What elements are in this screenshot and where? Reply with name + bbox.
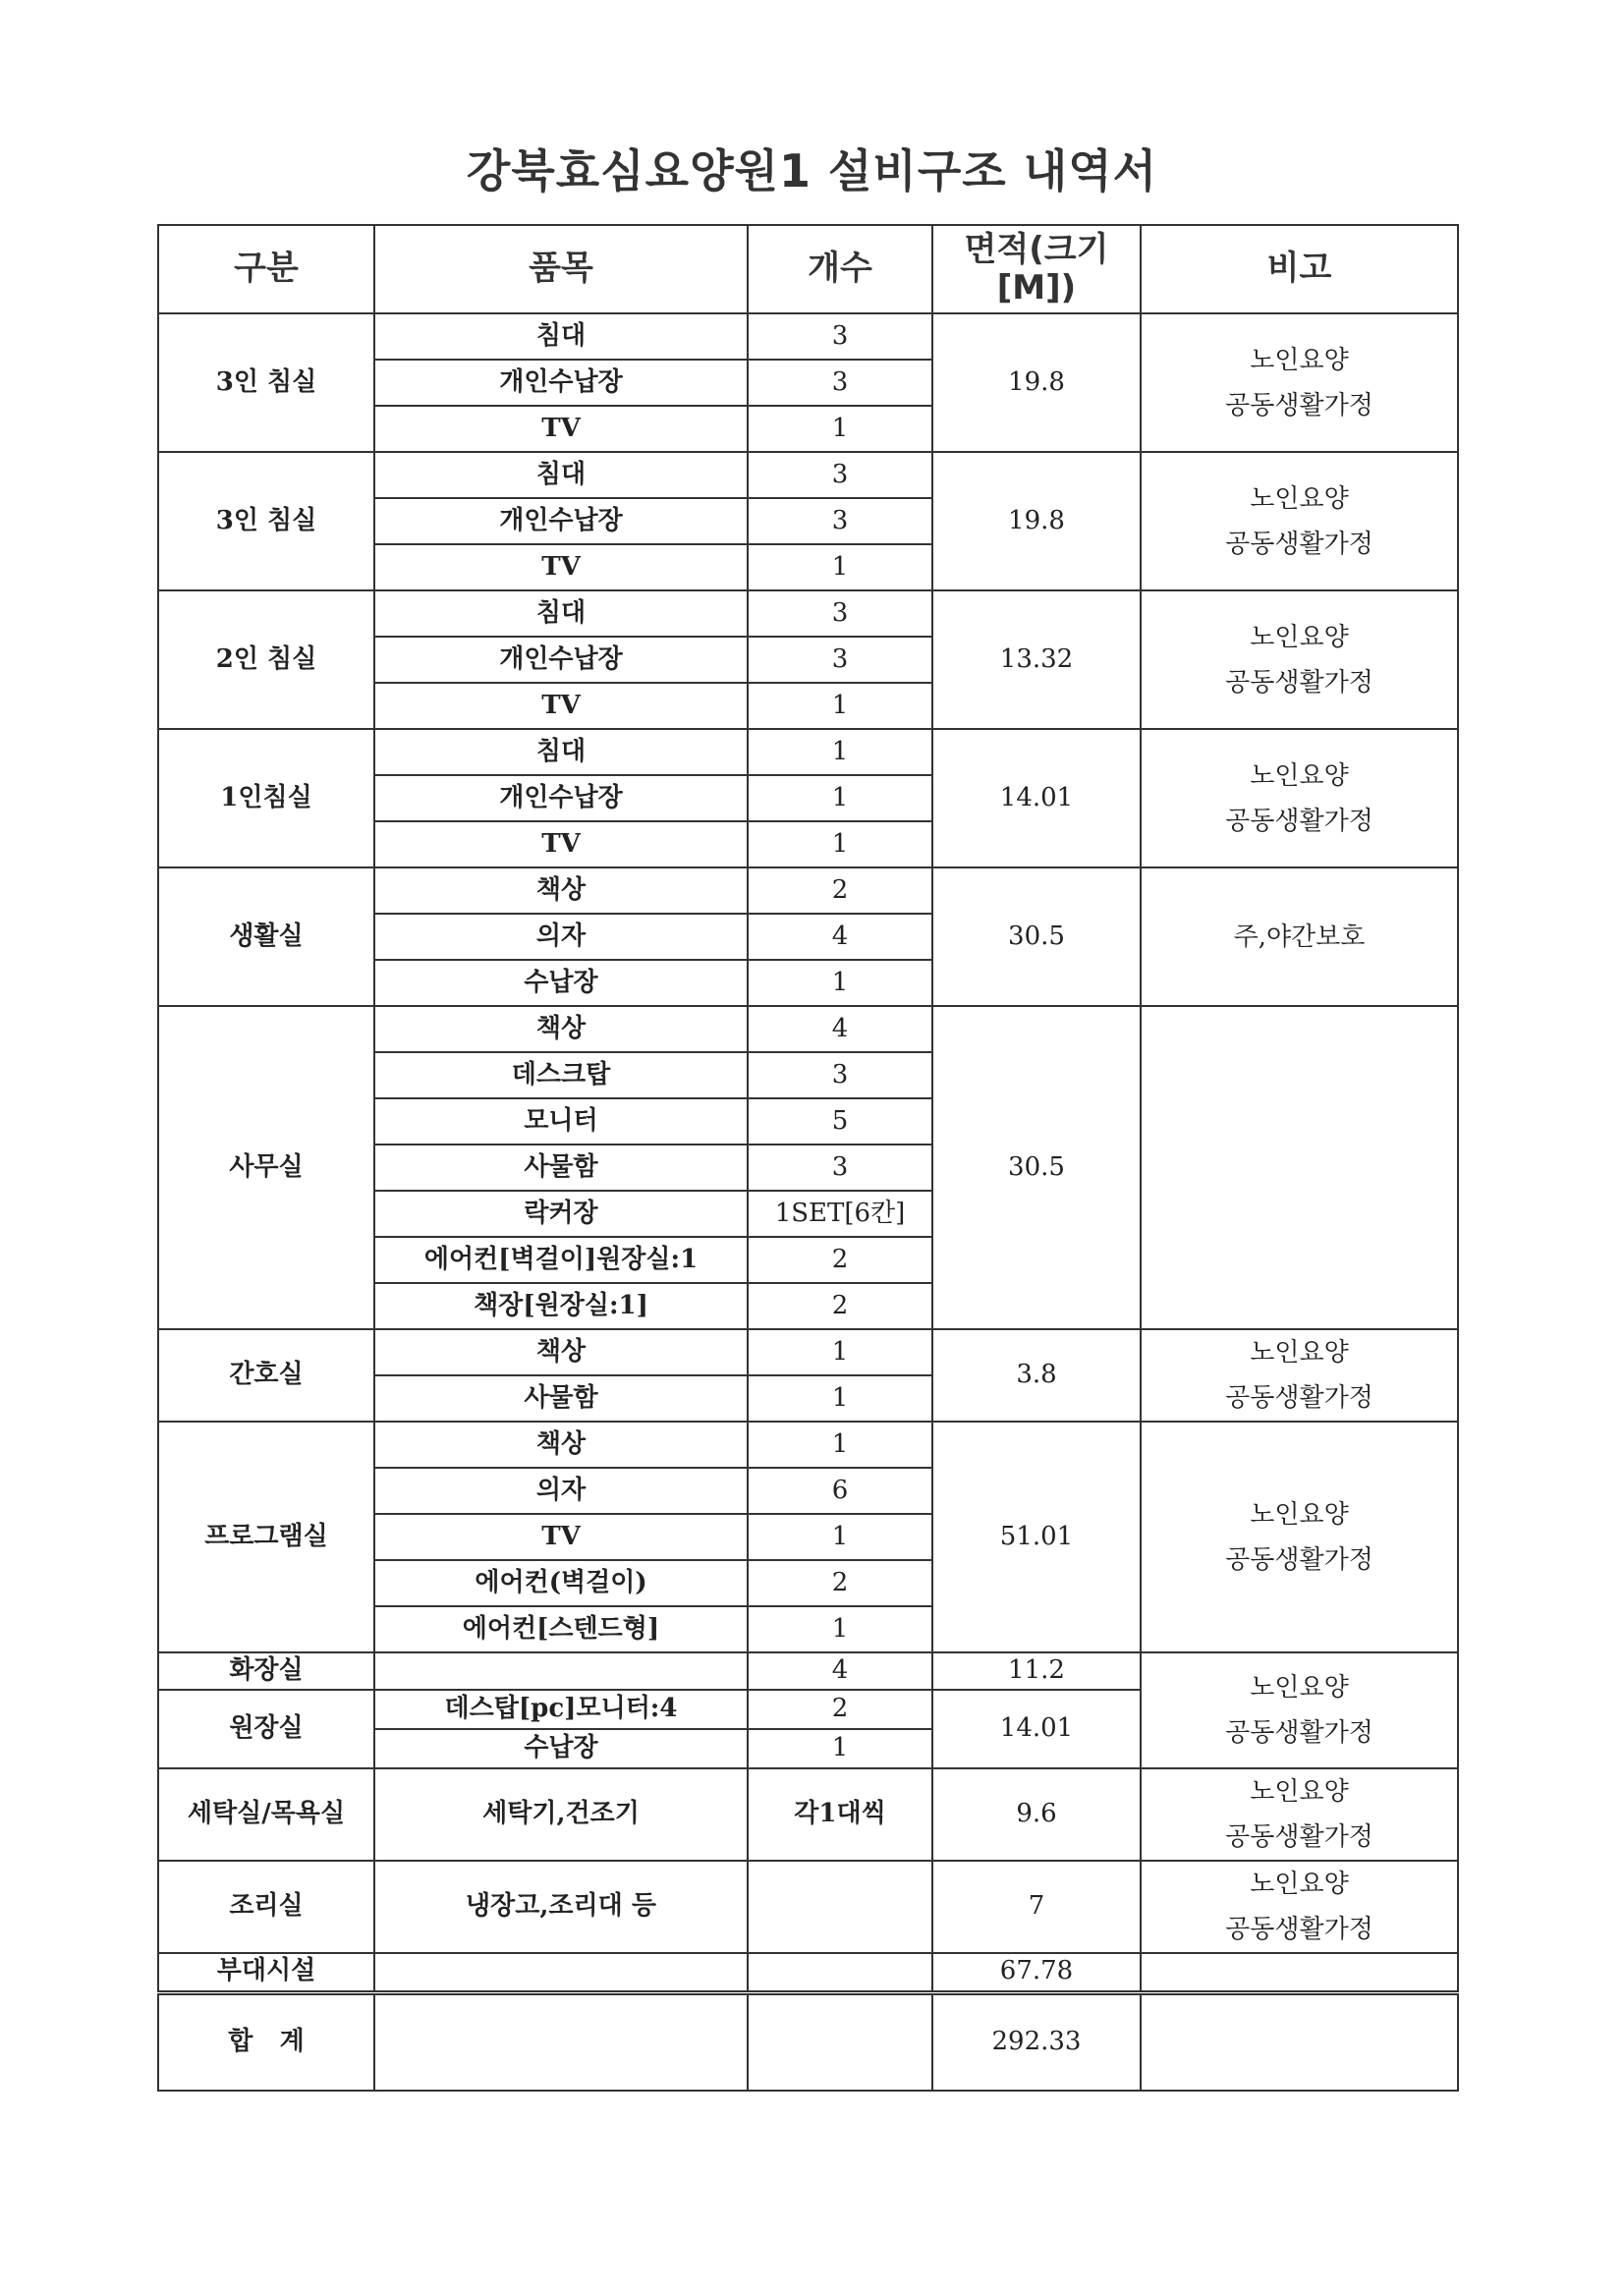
item-cell: TV xyxy=(374,683,748,729)
category-cell: 화장실 xyxy=(158,1652,374,1690)
item-cell: 침대 xyxy=(374,452,748,498)
note-line: 공동생활가정 xyxy=(1225,806,1373,836)
header-row xyxy=(158,225,1458,313)
table-row xyxy=(158,1329,1458,1375)
item-cell: 개인수납장 xyxy=(374,637,748,683)
category-cell: 3인 침실 xyxy=(158,452,374,590)
header-note: 비고 xyxy=(1141,225,1458,313)
note-cell xyxy=(1141,1422,1458,1652)
header-area: 면적(크기[M]) xyxy=(932,225,1141,313)
count-cell: 1 xyxy=(748,406,932,452)
table-row xyxy=(158,313,1458,360)
document-title: 강북효심요양원1 설비구조 내역서 xyxy=(466,144,1158,197)
header-count: 개수 xyxy=(748,225,932,313)
note-line: 노인요양 xyxy=(1250,1338,1349,1368)
item-cell: 침대 xyxy=(374,590,748,637)
category-cell: 사무실 xyxy=(158,1006,374,1329)
count-cell: 3 xyxy=(748,452,932,498)
item-cell: 개인수납장 xyxy=(374,775,748,821)
count-cell: 1 xyxy=(748,1729,932,1768)
item-cell: 수납장 xyxy=(374,960,748,1006)
category-cell: 1인침실 xyxy=(158,729,374,867)
total-area: 292.33 xyxy=(932,1992,1141,2091)
count-cell: 3 xyxy=(748,360,932,406)
count-cell: 각1대씩 xyxy=(748,1768,932,1861)
item-cell: 의자 xyxy=(374,914,748,960)
item-cell: 책상 xyxy=(374,1329,748,1375)
note-line: 공동생활가정 xyxy=(1225,667,1373,698)
count-cell: 3 xyxy=(748,1052,932,1098)
count-cell: 1 xyxy=(748,1606,932,1652)
table-row xyxy=(158,729,1458,775)
note-cell xyxy=(1141,1768,1458,1861)
count-cell: 3 xyxy=(748,498,932,544)
category-cell: 조리실 xyxy=(158,1861,374,1953)
area-cell: 9.6 xyxy=(932,1768,1141,1861)
item-cell: TV xyxy=(374,406,748,452)
item-cell: 데스크탑 xyxy=(374,1052,748,1098)
header-item: 품목 xyxy=(374,225,748,313)
area-cell: 7 xyxy=(932,1861,1141,1953)
total-label: 합 계 xyxy=(158,1992,374,2091)
item-cell: 에어컨(벽걸이) xyxy=(374,1560,748,1606)
note-cell xyxy=(1141,1329,1458,1422)
count-cell: 2 xyxy=(748,1690,932,1729)
count-cell xyxy=(748,1992,932,2091)
item-cell xyxy=(374,1992,748,2091)
table-row xyxy=(158,867,1458,914)
note-cell xyxy=(1141,729,1458,867)
item-cell: TV xyxy=(374,544,748,590)
item-cell: 사물함 xyxy=(374,1145,748,1191)
count-cell: 3 xyxy=(748,313,932,360)
area-cell: 19.8 xyxy=(932,313,1141,452)
area-cell: 11.2 xyxy=(932,1652,1141,1690)
item-cell: 침대 xyxy=(374,313,748,360)
count-cell: 1 xyxy=(748,544,932,590)
note-line: 노인요양 xyxy=(1250,1673,1349,1703)
item-cell: 데스탑[pc]모니터:4 xyxy=(374,1690,748,1729)
note-line: 노인요양 xyxy=(1250,622,1349,652)
note-cell xyxy=(1141,1953,1458,1992)
count-cell: 1 xyxy=(748,729,932,775)
note-line: 공동생활가정 xyxy=(1225,1822,1373,1852)
area-cell: 51.01 xyxy=(932,1422,1141,1652)
count-cell: 4 xyxy=(748,1006,932,1052)
item-cell: 책상 xyxy=(374,1006,748,1052)
count-cell: 3 xyxy=(748,1145,932,1191)
item-cell: 수납장 xyxy=(374,1729,748,1768)
category-cell: 3인 침실 xyxy=(158,313,374,452)
count-cell: 1 xyxy=(748,683,932,729)
item-cell: 책장[원장실:1] xyxy=(374,1283,748,1329)
item-cell: 침대 xyxy=(374,729,748,775)
area-cell: 30.5 xyxy=(932,1006,1141,1329)
item-cell: 냉장고,조리대 등 xyxy=(374,1861,748,1953)
item-cell: 에어컨[벽걸이]원장실:1 xyxy=(374,1237,748,1283)
count-cell: 1 xyxy=(748,1329,932,1375)
note-cell xyxy=(1141,1652,1458,1768)
table-row xyxy=(158,1422,1458,1468)
item-cell: TV xyxy=(374,821,748,867)
category-cell: 2인 침실 xyxy=(158,590,374,729)
facility-table xyxy=(157,224,1459,2092)
table-row xyxy=(158,1861,1458,1953)
note-cell xyxy=(1141,452,1458,590)
item-cell: 의자 xyxy=(374,1468,748,1514)
area-cell: 13.32 xyxy=(932,590,1141,729)
note-line: 노인요양 xyxy=(1250,1777,1349,1807)
note-cell xyxy=(1141,590,1458,729)
count-cell: 2 xyxy=(748,1283,932,1329)
table-row xyxy=(158,1006,1458,1052)
note-cell xyxy=(1141,1006,1458,1329)
count-cell: 3 xyxy=(748,637,932,683)
category-cell: 생활실 xyxy=(158,867,374,1006)
note-line: 공동생활가정 xyxy=(1225,529,1373,559)
note-line: 공동생활가정 xyxy=(1225,1544,1373,1575)
count-cell: 4 xyxy=(748,1652,932,1690)
item-cell: TV xyxy=(374,1514,748,1560)
category-cell: 원장실 xyxy=(158,1690,374,1768)
item-cell: 에어컨[스텐드형] xyxy=(374,1606,748,1652)
area-cell: 14.01 xyxy=(932,1690,1141,1768)
note-cell xyxy=(1141,1992,1458,2091)
area-cell: 14.01 xyxy=(932,729,1141,867)
note-cell xyxy=(1141,1861,1458,1953)
item-cell: 개인수납장 xyxy=(374,498,748,544)
count-cell: 1 xyxy=(748,1422,932,1468)
item-cell: 세탁기,건조기 xyxy=(374,1768,748,1861)
item-cell: 모니터 xyxy=(374,1098,748,1145)
header-category: 구분 xyxy=(158,225,374,313)
note-line: 주,야간보호 xyxy=(1233,922,1366,952)
count-cell: 5 xyxy=(748,1098,932,1145)
area-cell: 19.8 xyxy=(932,452,1141,590)
note-line: 공동생활가정 xyxy=(1225,1383,1373,1413)
count-cell: 1 xyxy=(748,1375,932,1422)
category-cell: 프로그램실 xyxy=(158,1422,374,1652)
count-cell: 4 xyxy=(748,914,932,960)
item-cell xyxy=(374,1953,748,1992)
category-cell: 세탁실/목욕실 xyxy=(158,1768,374,1861)
item-cell: 책상 xyxy=(374,867,748,914)
count-cell: 1 xyxy=(748,821,932,867)
count-cell: 1 xyxy=(748,775,932,821)
count-cell: 2 xyxy=(748,867,932,914)
note-line: 노인요양 xyxy=(1250,760,1349,791)
count-cell: 2 xyxy=(748,1237,932,1283)
note-line: 노인요양 xyxy=(1250,1870,1349,1899)
table-row xyxy=(158,452,1458,498)
count-cell: 1SET[6칸] xyxy=(748,1191,932,1237)
item-cell xyxy=(374,1652,748,1690)
item-cell: 락커장 xyxy=(374,1191,748,1237)
table-row xyxy=(158,1768,1458,1861)
table-row xyxy=(158,590,1458,637)
count-cell: 2 xyxy=(748,1560,932,1606)
area-cell: 3.8 xyxy=(932,1329,1141,1422)
table-row xyxy=(158,1953,1458,1992)
note-line: 공동생활가정 xyxy=(1225,1915,1373,1944)
note-line: 공동생활가정 xyxy=(1225,1718,1373,1748)
count-cell xyxy=(748,1861,932,1953)
count-cell: 6 xyxy=(748,1468,932,1514)
item-cell: 사물함 xyxy=(374,1375,748,1422)
item-cell: 책상 xyxy=(374,1422,748,1468)
note-cell xyxy=(1141,313,1458,452)
total-row xyxy=(158,1992,1458,2091)
note-line: 공동생활가정 xyxy=(1225,390,1373,420)
category-cell: 간호실 xyxy=(158,1329,374,1422)
table-row xyxy=(158,1652,1458,1690)
count-cell xyxy=(748,1953,932,1992)
area-cell: 30.5 xyxy=(932,867,1141,1006)
area-cell: 67.78 xyxy=(932,1953,1141,1992)
item-cell: 개인수납장 xyxy=(374,360,748,406)
note-line: 노인요양 xyxy=(1250,345,1349,375)
category-cell: 부대시설 xyxy=(158,1953,374,1992)
count-cell: 1 xyxy=(748,960,932,1006)
note-line: 노인요양 xyxy=(1250,1499,1349,1530)
count-cell: 3 xyxy=(748,590,932,637)
note-cell xyxy=(1141,867,1458,1006)
note-line: 노인요양 xyxy=(1250,483,1349,514)
count-cell: 1 xyxy=(748,1514,932,1560)
